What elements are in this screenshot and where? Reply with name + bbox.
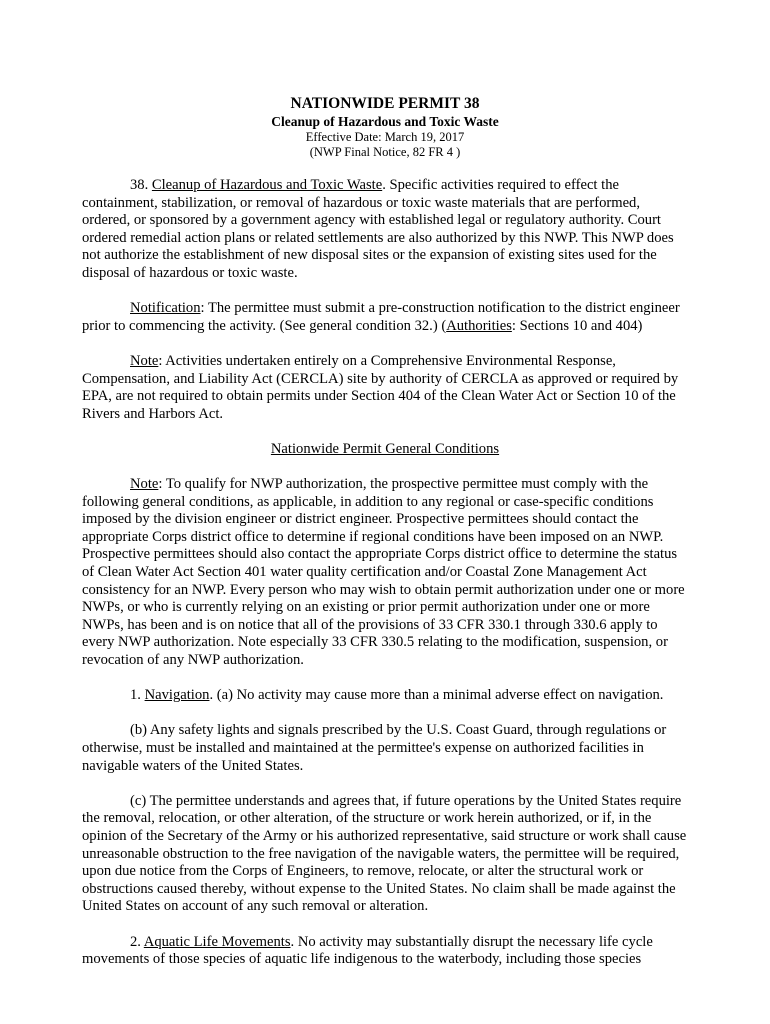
page-subtitle: Cleanup of Hazardous and Toxic Waste [271, 114, 499, 129]
navigation-text: . (a) No activity may cause more than a minimal adverse effect on navigation. [209, 687, 664, 704]
notification-text: : The permittee must submit a pre-construction notification to the district engineer prior to commencing the activity. (See general condition 32.) ( [82, 300, 680, 334]
aquatic-life-label: Aquatic Life Movements [143, 933, 291, 950]
document-body [82, 177, 688, 969]
navigation-b-paragraph: (b) Any safety lights and signals prescribed by the U.S. Coast Guard, through regulations or otherwise, must be installed and maintained at the permittee's expense on authorized facilities in navigable waters of the United States. [82, 722, 667, 774]
note-label: Note [130, 476, 159, 493]
permit-heading: Cleanup of Hazardous and Toxic Waste [151, 177, 383, 193]
qualification-note-text: : To qualify for NWP authorization, the prospective permittee must comply with the following general conditions, as applicable, in addition to any regional or case-specific conditions imposed by the division engineer or district engineer. Prospective permittees should contact the appropriate Corps district office to determine if regional conditions have been imposed on an NWP. Prospective permittees should also contact the appropriate Corps district office to determine the status of Clean Water Act Section 401 water quality certification and/or Coastal Zone Management Act consistency for an NWP. Every person who may wish to obtain permit authorization under one or more NWPs, or who is currently relying on an existing or prior permit authorization under one or more NWPs, has been and is on notice that all of the provisions of 33 CFR 330.1 through 330.6 apply to every NWP authorization. Note especially 33 CFR 330.5 relating to the modification, suspension, or revocation of any NWP authorization. [82, 476, 685, 669]
permit-description-text: . Specific activities required to effect the containment, stabilization, or removal of hazardous or toxic waste materials that are performed, ordered, or sponsored by a government agency with established legal or regulatory authority. Court ordered remedial action plans or related settlements are also authorized by this NWP. This NWP does not authorize the establishment of new disposal sites or the expansion of existing sites used for the disposal of hazardous or toxic waste. [82, 177, 674, 281]
authorities-text: : Sections 10 and 404) [511, 317, 643, 334]
aquatic-life-condition-paragraph [82, 934, 688, 969]
permit-description-paragraph [82, 177, 688, 283]
qualification-note-paragraph [82, 476, 688, 670]
condition-number: 1. [130, 687, 145, 704]
aquatic-life-text: . No activity may substantially disrupt the necessary life cycle movements of those species of aquatic life indigenous to the waterbody, including those species [82, 933, 653, 968]
authorities-label: Authorities [446, 317, 512, 334]
permit-number: 38. [130, 177, 152, 193]
page-title: NATIONWIDE PERMIT 38 [290, 95, 480, 112]
condition-number: 2. [130, 933, 144, 950]
effective-date: Effective Date: March 19, 2017 [305, 130, 465, 144]
cercla-note-text: : Activities undertaken entirely on a Comprehensive Environmental Response, Compensation, and Liability Act (CERCLA) site by authority of CERCLA as approved or required by EPA, are not required to obtain permits under Section 404 of the Clean Water Act or Section 10 of the Rivers and Harbors Act. [82, 352, 679, 422]
general-conditions-heading-paragraph [82, 441, 688, 459]
note-label: Note [130, 352, 159, 369]
cercla-note-paragraph [82, 353, 688, 423]
notification-paragraph [82, 300, 688, 335]
navigation-label: Navigation [144, 687, 210, 704]
navigation-c-paragraph: (c) The permittee understands and agrees that, if future operations by the United States require the removal, relocation, or other alteration, of the structure or work herein authorized, or if, in the opinion of the Secretary of the Army or his authorized representative, said structure or work shall cause unreasonable obstruction to the free navigation of the navigable waters, the permittee will be required, upon due notice from the Corps of Engineers, to remove, relocate, or alter the structural work or obstructions caused thereby, without expense to the United States. No claim shall be made against the United States on account of any such removal or alteration. [82, 792, 687, 915]
final-notice-reference: (NWP Final Notice, 82 FR 4 ) [309, 145, 461, 159]
notification-label: Notification [130, 300, 201, 317]
general-conditions-heading: Nationwide Permit General Conditions [270, 440, 500, 457]
navigation-condition-paragraph [82, 687, 688, 705]
